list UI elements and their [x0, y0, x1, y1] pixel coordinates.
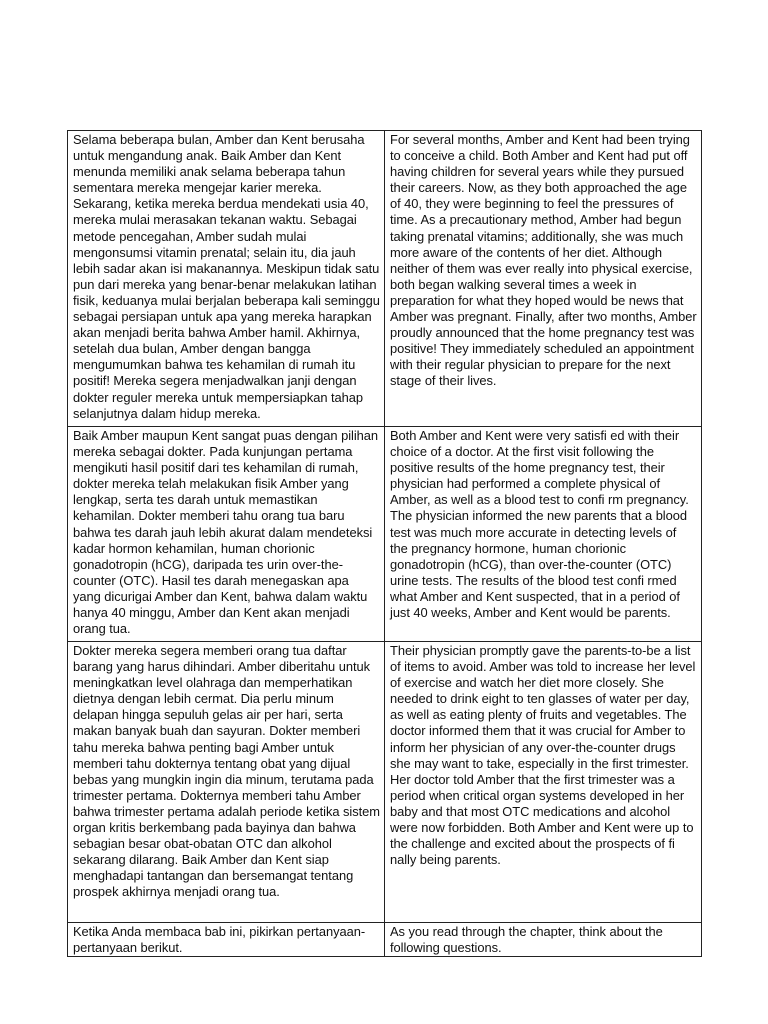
table-row: [68, 642, 702, 923]
english-text-cell: Their physician promptly gave the parents-to-be a list of items to avoid. Amber was told to increase her level of exercise and watch her diet more closely. She needed to drink eight to ten glasses of water per day, as well as eating plenty of fruits and vegetables. The doctor informed them that it was crucial for Amber to inform her physician of any over-the-counter drugs she may want to take, especially in the first trimester. Her doctor told Amber that the first trimester was a period when critical organ systems developed in her baby and that most OTC medications and alcohol were now forbidden. Both Amber and Kent were up to the challenge and excited about the prospects of fi nally being parents.: [385, 642, 702, 923]
indonesian-text-cell: Dokter mereka segera memberi orang tua daftar barang yang harus dihindari. Amber diberitahu untuk meningkatkan level olahraga dan memperhatikan dietnya dengan lebih cermat. Dia perlu minum delapan hingga sepuluh gelas air per hari, serta makan banyak buah dan sayuran. Dokter memberi tahu mereka bahwa penting bagi Amber untuk memberi tahu dokternya tentang obat yang dijual bebas yang mungkin ingin dia minum, terutama pada trimester pertama. Dokternya memberi tahu Amber bahwa trimester pertama adalah periode ketika sistem organ kritis berkembang pada bayinya dan bahwa sebagian besar obat-obatan OTC dan alkohol sekarang dilarang. Baik Amber dan Kent siap menghadapi tantangan dan bersemangat tentang prospek akhirnya menjadi orang tua.: [68, 642, 385, 923]
english-text-cell: Both Amber and Kent were very satisfi ed with their choice of a doctor. At the first visit following the positive results of the home pregnancy test, their physician had performed a complete physical of Amber, as well as a blood test to confi rm pregnancy. The physician informed the new parents that a blood test was much more accurate in detecting levels of the pregnancy hormone, human chorionic gonadotropin (hCG), than over-the-counter (OTC) urine tests. The results of the blood test confi rmed what Amber and Kent suspected, that in a period of just 40 weeks, Amber and Kent would be parents.: [385, 427, 702, 642]
table-row: [68, 131, 702, 427]
table-row: [68, 923, 702, 957]
table-row: [68, 427, 702, 642]
bilingual-translation-table: [67, 130, 702, 957]
english-text-cell: For several months, Amber and Kent had been trying to conceive a child. Both Amber and Kent had put off having children for several years while they pursued their careers. Now, as they both approached the age of 40, they were beginning to feel the pressures of time. As a precautionary method, Amber had begun taking prenatal vitamins; additionally, she was much more aware of the contents of her diet. Although neither of them was ever really into physical exercise, both began walking several times a week in preparation for what they hoped would be news that Amber was pregnant. Finally, after two months, Amber proudly announced that the home pregnancy test was positive! They immediately scheduled an appointment with their regular physician to prepare for the next stage of their lives.: [385, 131, 702, 427]
indonesian-text-cell: Ketika Anda membaca bab ini, pikirkan pertanyaan-pertanyaan berikut.: [68, 923, 385, 957]
english-text-cell: As you read through the chapter, think about the following questions.: [385, 923, 702, 957]
indonesian-text-cell: Baik Amber maupun Kent sangat puas dengan pilihan mereka sebagai dokter. Pada kunjungan pertama mengikuti hasil positif dari tes kehamilan di rumah, dokter mereka telah melakukan fisik Amber yang lengkap, serta tes darah untuk memastikan kehamilan. Dokter memberi tahu orang tua baru bahwa tes darah jauh lebih akurat dalam mendeteksi kadar hormon kehamilan, human chorionic gonadotropin (hCG), daripada tes urin over-the-counter (OTC). Hasil tes darah menegaskan apa yang dicurigai Amber dan Kent, bahwa dalam waktu hanya 40 minggu, Amber dan Kent akan menjadi orang tua.: [68, 427, 385, 642]
indonesian-text-cell: Selama beberapa bulan, Amber dan Kent berusaha untuk mengandung anak. Baik Amber dan Kent menunda memiliki anak selama beberapa tahun sementara mereka mengejar karier mereka. Sekarang, ketika mereka berdua mendekati usia 40, mereka mulai merasakan tekanan waktu. Sebagai metode pencegahan, Amber sudah mulai mengonsumsi vitamin prenatal; selain itu, dia jauh lebih sadar akan isi makanannya. Meskipun tidak satu pun dari mereka yang benar-benar melakukan latihan fisik, keduanya mulai berjalan beberapa kali seminggu sebagai persiapan untuk apa yang mereka harapkan akan menjadi berita bahwa Amber hamil. Akhirnya, setelah dua bulan, Amber dengan bangga mengumumkan bahwa tes kehamilan di rumah itu positif! Mereka segera menjadwalkan janji dengan dokter reguler mereka untuk mempersiapkan tahap selanjutnya dalam hidup mereka.: [68, 131, 385, 427]
